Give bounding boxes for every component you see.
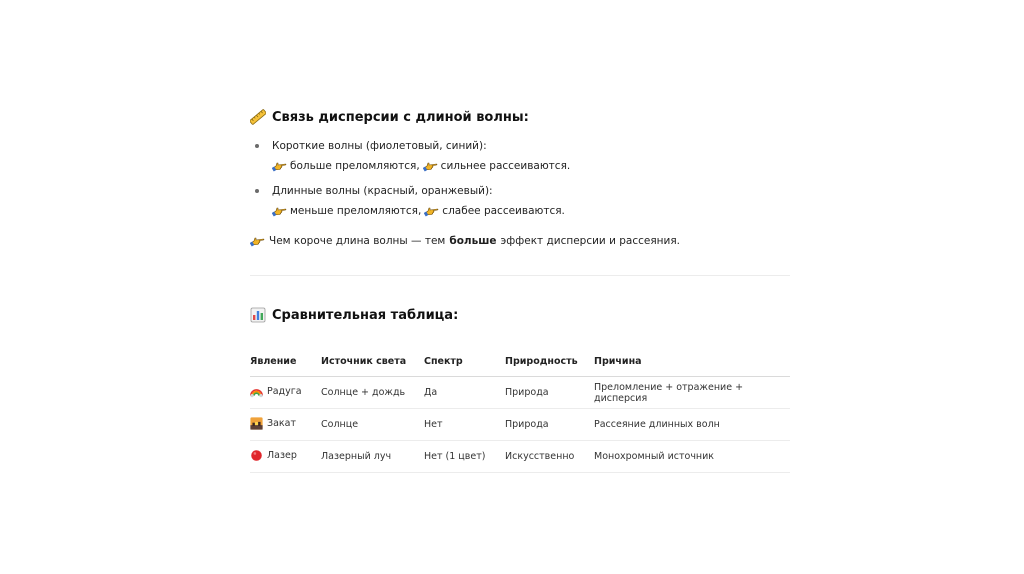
pointing-hand-icon	[424, 205, 439, 217]
table-cell: Да	[424, 377, 505, 409]
pointing-hand-icon	[423, 160, 438, 172]
table-header-row	[250, 346, 790, 377]
table-cell	[250, 409, 321, 441]
table-cell	[250, 441, 321, 473]
column-header: Явление	[250, 346, 321, 377]
pointing-hand-icon	[250, 235, 265, 247]
table-cell: Природа	[505, 409, 594, 441]
column-header: Природность	[505, 346, 594, 377]
section-title: Связь дисперсии с длиной волны:	[272, 109, 529, 125]
table-cell: Солнце + дождь	[321, 377, 424, 409]
summary-text-bold: больше	[449, 235, 497, 247]
list-item	[250, 136, 790, 176]
table-cell: Нет	[424, 409, 505, 441]
table-cell: Искусственно	[505, 441, 594, 473]
detail-text: меньше преломляются,	[290, 205, 422, 217]
phenomenon-name: Закат	[267, 417, 297, 429]
table-cell: Солнце	[321, 409, 424, 441]
pointing-hand-icon	[272, 160, 287, 172]
detail-text: сильнее рассеиваются.	[440, 160, 571, 172]
detail-text: слабее рассеиваются.	[442, 205, 565, 217]
list-item	[250, 181, 790, 221]
table-row	[250, 377, 790, 409]
phenomenon-name: Радуга	[267, 385, 302, 397]
document-content	[250, 108, 790, 473]
summary-text-before: Чем короче длина волны — тем	[269, 235, 446, 247]
table-row	[250, 409, 790, 441]
list-item-label: Короткие волны (фиолетовый, синий):	[272, 140, 487, 152]
bullet-dot	[255, 144, 259, 148]
bullet-dot	[255, 189, 259, 193]
column-header: Спектр	[424, 346, 505, 377]
section-heading-table	[250, 306, 790, 324]
rainbow-icon	[250, 385, 263, 398]
table-cell: Природа	[505, 377, 594, 409]
table-cell: Рассеяние длинных волн	[594, 409, 790, 441]
list-item-details	[272, 201, 790, 221]
phenomenon-name: Лазер	[267, 449, 297, 461]
wavelength-list	[250, 136, 790, 221]
table-cell: Нет (1 цвет)	[424, 441, 505, 473]
list-item-details	[272, 156, 790, 176]
detail-text: больше преломляются,	[290, 160, 420, 172]
bar-chart-icon	[250, 307, 266, 323]
sunset-icon	[250, 417, 263, 430]
summary-text-after: эффект дисперсии и рассеяния.	[500, 235, 681, 247]
section-title: Сравнительная таблица:	[272, 307, 459, 323]
ruler-icon	[250, 109, 266, 125]
section-divider	[250, 275, 790, 276]
table-row	[250, 441, 790, 473]
column-header: Причина	[594, 346, 790, 377]
section-heading-dispersion	[250, 108, 790, 126]
comparison-table	[250, 346, 790, 473]
table-cell	[250, 377, 321, 409]
table-cell: Лазерный луч	[321, 441, 424, 473]
table-cell: Преломление + отражение + дисперсия	[594, 377, 790, 409]
red-circle-icon	[250, 449, 263, 462]
list-item-label: Длинные волны (красный, оранжевый):	[272, 185, 493, 197]
column-header: Источник света	[321, 346, 424, 377]
table-cell: Монохромный источник	[594, 441, 790, 473]
summary-line	[250, 231, 790, 251]
pointing-hand-icon	[272, 205, 287, 217]
